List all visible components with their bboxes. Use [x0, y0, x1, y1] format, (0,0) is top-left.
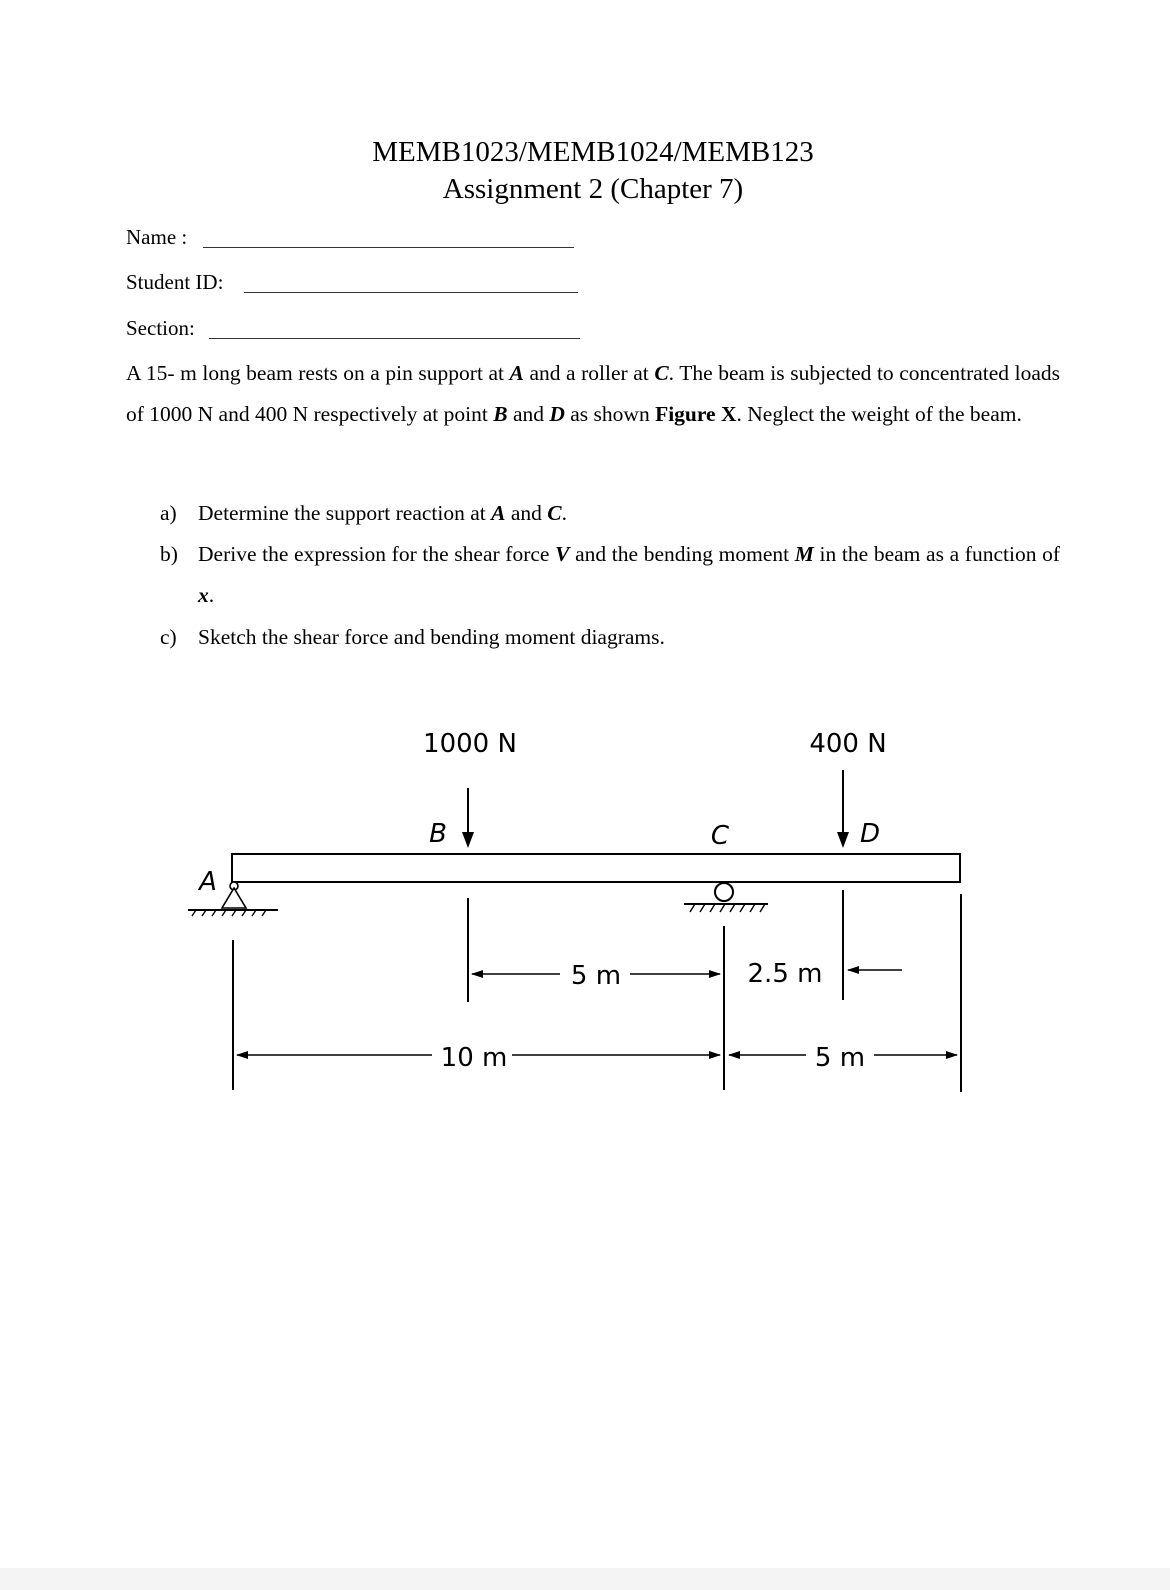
course-codes: MEMB1023/MEMB1024/MEMB123	[372, 136, 814, 168]
point-b-ref: B	[493, 402, 508, 426]
load-d-arrowhead	[837, 832, 849, 848]
dim-b-c-label: 5 m	[570, 961, 622, 991]
dim-a-c-label: 10 m	[440, 1043, 508, 1073]
section-label: Section:	[126, 316, 195, 340]
question-b-label: b)	[160, 542, 178, 566]
assignment-title: Assignment 2 (Chapter 7)	[442, 173, 744, 205]
bottom-edge	[0, 1568, 1170, 1590]
load-d-value: 400 N	[809, 729, 887, 759]
point-b-label: B	[429, 819, 447, 849]
student-id-label: Student ID:	[126, 270, 224, 294]
beam	[232, 854, 960, 882]
question-a-label: a)	[160, 501, 177, 525]
roller-support-c	[684, 883, 768, 912]
question-a-text: Determine the support reaction at A and C.	[198, 501, 567, 525]
point-d-ref: D	[549, 402, 565, 426]
dim-c-d-label: 2.5 m	[747, 959, 823, 989]
point-c-label: C	[710, 821, 730, 851]
load-b-value: 1000 N	[423, 729, 517, 759]
name-label: Name :	[126, 225, 188, 249]
question-b-text: Derive the expression for the shear force V and the bending moment M in the beam as a function of x.	[198, 542, 1060, 607]
point-c-ref: C	[654, 361, 669, 385]
load-b-arrowhead	[462, 832, 474, 848]
point-a-label: A	[199, 867, 217, 897]
dim-c-end-label: 5 m	[814, 1043, 866, 1073]
question-c-text: Sketch the shear force and bending moment diagrams.	[198, 625, 665, 649]
question-c-label: c)	[160, 625, 177, 649]
point-d-label: D	[859, 819, 881, 849]
problem-statement: A 15- m long beam rests on a pin support at A and a roller at C. The beam is subjected to concentrated loads of 1000 N and 400 N respectively at point B and D as shown Figure X. Neglect the weight of the beam.	[126, 361, 1060, 426]
point-a-ref: A	[509, 361, 524, 385]
figure-ref: Figure X	[655, 402, 737, 426]
